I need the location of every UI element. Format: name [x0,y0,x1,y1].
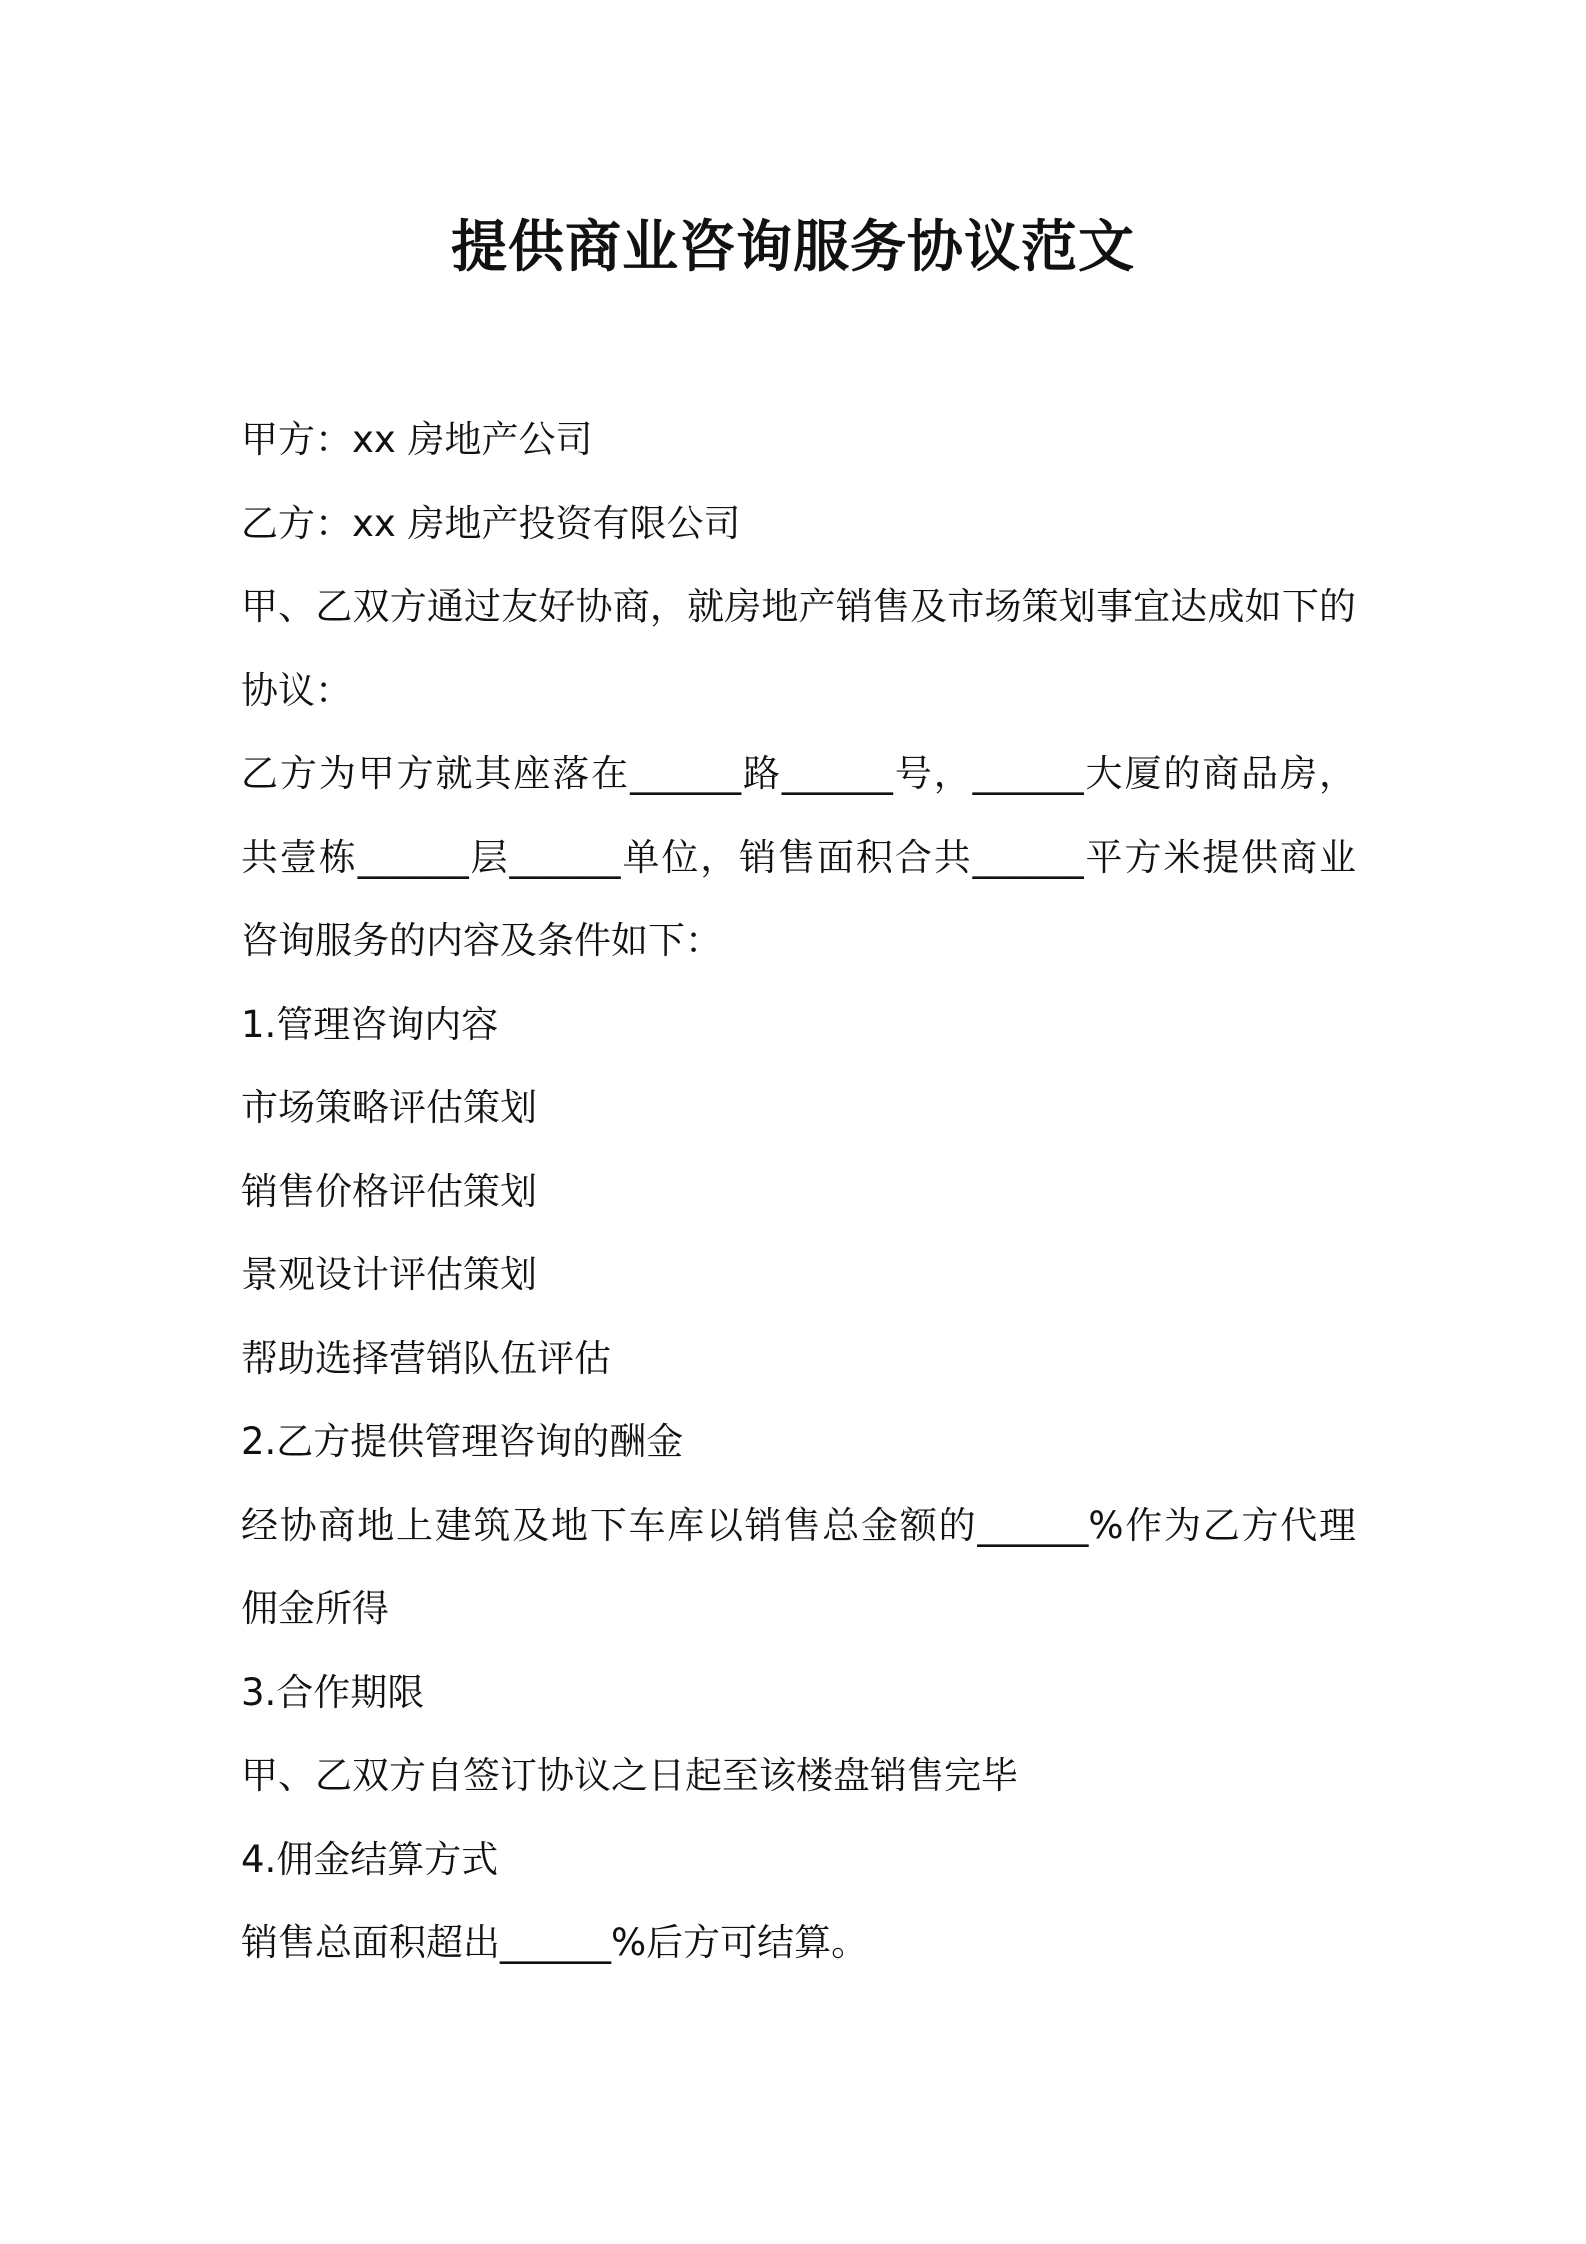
scope-line-2: 共壹栋______层______单位，销售面积合共______平方米提供商业 [241,835,1356,879]
document-body [241,398,1361,1985]
party-a-line: 甲方：xx 房地产公司 [241,418,593,461]
settlement-line: 销售总面积超出______%后方可结算。 [241,1921,869,1964]
scope-line-1: 乙方为甲方就其座落在______路______号，______大厦的商品房， [241,752,1356,795]
section-4-heading: 4.佣金结算方式 [241,1837,499,1881]
term-line: 甲、乙双方自签订协议之日起至该楼盘销售完毕 [241,1754,1018,1797]
list-item: 景观设计评估策划 [241,1253,537,1296]
fee-line-2: 佣金所得 [241,1587,389,1630]
list-item: 市场策略评估策划 [241,1086,537,1129]
list-item: 帮助选择营销队伍评估 [241,1336,611,1380]
intro-line-1: 甲、乙双方通过友好协商，就房地产销售及市场策划事宜达成如下的 [241,585,1356,628]
scope-line-3: 咨询服务的内容及条件如下： [241,919,722,962]
intro-line-2: 协议： [241,668,352,712]
document-title: 提供商业咨询服务协议范文 [451,215,1135,280]
fee-line-1: 经协商地上建筑及地下车库以销售总金额的______%作为乙方代理 [241,1503,1356,1547]
section-1-heading: 1.管理咨询内容 [241,1002,499,1046]
list-item: 销售价格评估策划 [241,1169,537,1213]
party-b-line: 乙方：xx 房地产投资有限公司 [241,501,741,545]
section-2-heading: 2.乙方提供管理咨询的酬金 [241,1420,684,1463]
section-3-heading: 3.合作期限 [241,1670,425,1714]
